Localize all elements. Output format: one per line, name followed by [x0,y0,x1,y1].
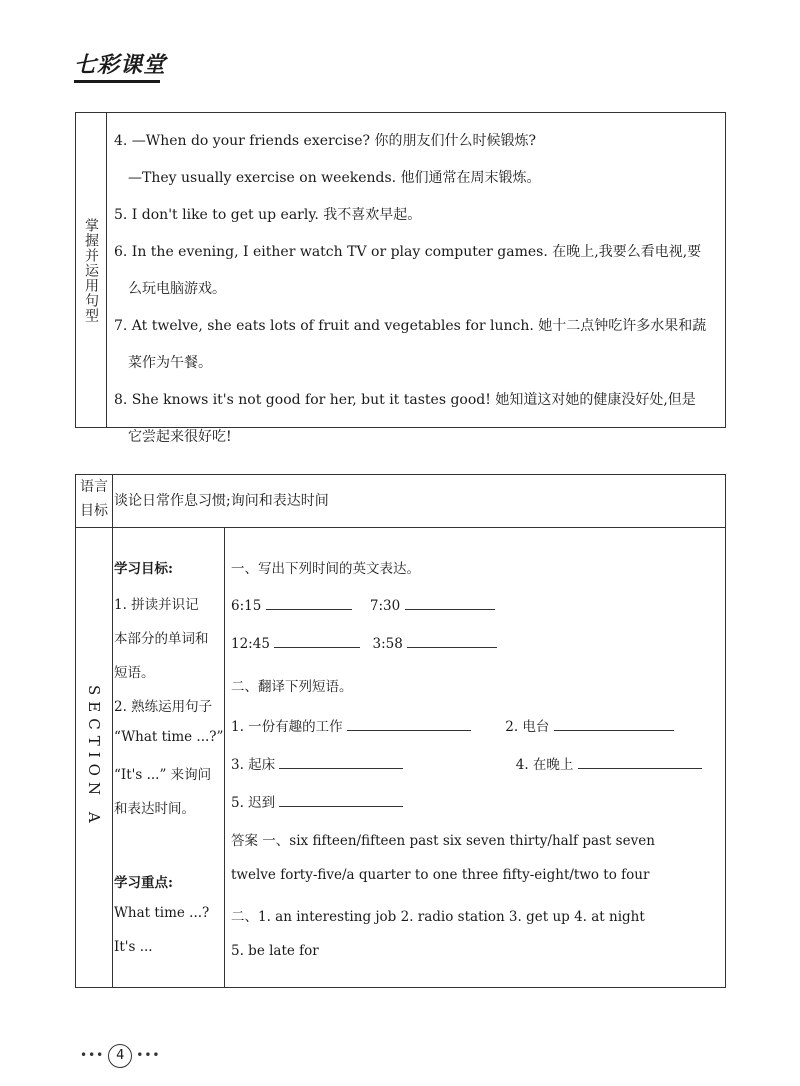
answer-blank[interactable] [279,756,403,769]
exercise-1-title: 一、写出下列时间的英文表达。 [231,561,420,577]
sentence-line: 5. I don't like to get up early. 我不喜欢早起。 [114,207,422,223]
logo-underline [74,80,160,83]
time-label: 12:45 [231,636,270,652]
section-a-table [75,474,726,988]
key-point-line: What time ...? [114,905,210,921]
answer-blank[interactable] [554,718,674,731]
goal-line: 2. 熟练运用句子 [114,699,213,715]
answer-blank[interactable] [405,597,495,610]
answer-line: twelve forty-five/a quarter to one three fifty-eight/two to four [231,867,650,883]
time-row-2 [231,635,497,652]
key-point-line: It's ... [114,939,153,955]
answer-blank[interactable] [578,756,702,769]
time-label: 3:58 [372,636,403,652]
answer-blank[interactable] [266,597,352,610]
sentence-line: 8. She knows it's not good for her, but it tastes good! 她知道这对她的健康没好处,但是 [114,392,696,408]
answer-line: 二、1. an interesting job 2. radio station 3. get up 4. at night [231,909,645,925]
sentence-line: —They usually exercise on weekends. 他们通常在周末锻炼。 [128,170,541,186]
learning-goals-column [112,527,225,987]
page-number-badge [80,1044,160,1068]
phrase-row-2 [231,753,702,773]
phrase-label: 1. 一份有趣的工作 [231,719,343,735]
exercise-column [225,527,725,987]
time-label: 6:15 [231,598,262,614]
sentence-line: 它尝起来很好吃! [128,429,232,445]
phrase-label: 4. 在晚上 [515,757,574,773]
language-goal-label-top: 语言 [80,479,108,495]
sentence-side-label: 掌握并运用句型 [76,113,107,427]
logo [74,48,166,79]
section-label: SECTION A [76,527,113,987]
language-goal-value: 谈论日常作息习惯;询问和表达时间 [114,493,329,509]
goal-line: 1. 拼读并识记 [114,597,199,613]
sentence-line: 7. At twelve, she eats lots of fruit and vegetables for lunch. 她十二点钟吃许多水果和蔬 [114,318,707,334]
phrase-label: 2. 电台 [505,719,550,735]
time-label: 7:30 [369,598,401,614]
language-goal-label [76,475,113,527]
answer-blank[interactable] [279,794,403,807]
language-goal-row [76,475,725,528]
goal-line: 短语。 [114,665,155,681]
logo-text: 七彩课堂 [74,53,167,78]
sentence-list [114,123,719,456]
phrase-row-1 [231,715,674,735]
dots-left-icon: ••• [80,1048,105,1062]
exercise-2-title: 二、翻译下列短语。 [231,679,353,695]
goal-line: “What time ...?” [114,729,224,745]
goal-line: 本部分的单词和 [114,631,209,647]
goals-heading: 学习目标: [114,561,173,577]
dots-right-icon: ••• [136,1048,161,1062]
phrase-label: 3. 起床 [231,757,276,773]
answer-blank[interactable] [347,718,471,731]
goal-line: “It's ...” 来询问 [114,767,212,783]
answer-blank[interactable] [407,635,497,648]
sentence-table [75,112,726,445]
language-goal-label-bottom: 目标 [80,503,108,519]
sentence-line: 6. In the evening, I either watch TV or play computer games. 在晚上,我要么看电视,要 [114,244,702,260]
page-number: 4 [108,1044,132,1068]
sentence-line: 么玩电脑游戏。 [128,281,226,297]
phrase-row-3 [231,791,403,811]
time-row-1 [231,597,495,614]
goal-line: 和表达时间。 [114,801,195,817]
answer-line: 答案 一、six fifteen/fifteen past six seven thirty/half past seven [231,833,655,849]
key-points-heading: 学习重点: [114,875,173,891]
phrase-label: 5. 迟到 [231,795,276,811]
sentence-line: 菜作为午餐。 [128,355,212,371]
answer-blank[interactable] [274,635,360,648]
answer-line: 5. be late for [231,943,319,959]
sentence-line: 4. —When do your friends exercise? 你的朋友们什么时候锻炼? [114,133,536,149]
